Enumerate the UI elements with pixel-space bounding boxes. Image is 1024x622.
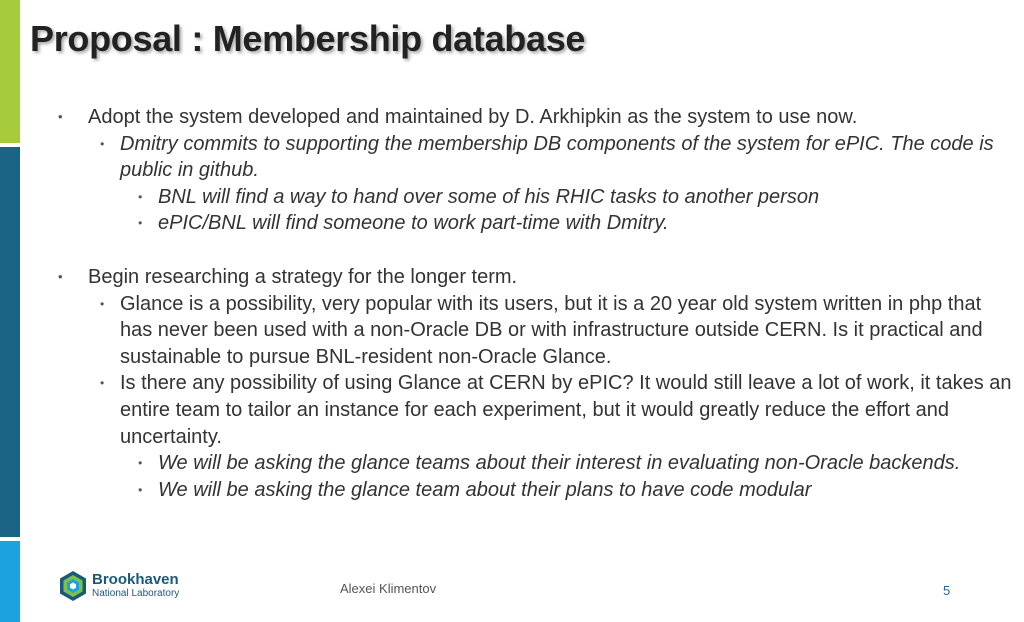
bullet-marker: • [138, 482, 143, 497]
sidebar-decoration [0, 0, 20, 622]
bullet-marker: • [100, 296, 105, 311]
bullet-text: We will be asking the glance team about their plans to have code modular [158, 478, 812, 501]
subsubbullet-non-oracle-backends [138, 450, 1018, 477]
brookhaven-hexagon-icon [58, 570, 88, 602]
bullet-marker: • [58, 109, 63, 124]
bullet-text: Begin researching a strategy for the longer term. [88, 265, 518, 288]
bullet-text: Is there any possibility of using Glance at CERN by ePIC? It would still leave a lot of work, it takes an entire team to tailor an instance for each experiment, but it would greatly reduce the effort and uncertainty. [120, 372, 1012, 448]
sidebar-dark-blue-bar [0, 147, 20, 537]
bullet-marker: • [100, 136, 105, 151]
sidebar-light-blue-bar [0, 541, 20, 622]
presenter-name: Alexei Klimentov [340, 581, 437, 596]
bullet-text: We will be asking the glance teams about their interest in evaluating non-Oracle backends. [158, 452, 961, 475]
bullet-text: Glance is a possibility, very popular with its users, but it is a 20 year old system written in php that has never been used with a non-Oracle DB or with infrastructure outside CERN. Is it practical and sustainable to pursue BNL-resident non-Oracle Glance. [120, 292, 983, 368]
bullet-marker: • [58, 268, 63, 284]
spacer [58, 237, 1018, 264]
bullet-marker: • [138, 456, 143, 471]
bullet-text: ePIC/BNL will find someone to work part-time with Dmitry. [158, 212, 669, 235]
logo-name: Brookhaven [92, 571, 179, 588]
bullet-text: Dmitry commits to supporting the membership DB components of the system for ePIC. The code is public in github. [120, 132, 994, 182]
bullet-longer-term [58, 264, 1018, 291]
subsubbullet-part-time [138, 210, 1018, 237]
page-number: 5 [943, 583, 951, 598]
subsubbullet-bnl-handover [138, 184, 1018, 211]
brookhaven-logo [58, 570, 179, 602]
sidebar-green-bar [0, 0, 20, 143]
bullet-text: BNL will find a way to hand over some of his RHIC tasks to another person [158, 185, 820, 208]
bullet-text: Adopt the system developed and maintained by D. Arkhipkin as the system to use now. [88, 106, 858, 128]
subbullet-glance-at-cern [100, 370, 1018, 450]
subbullet-dmitry-commits [100, 131, 1018, 184]
bullet-marker: • [138, 189, 143, 204]
slide-content [58, 104, 1018, 503]
bullet-marker: • [138, 216, 143, 231]
subsubbullet-code-modular [138, 477, 1018, 504]
slide-title: Proposal : Membership database [30, 18, 586, 59]
subbullet-glance-possibility [100, 291, 1018, 371]
logo-subtitle: National Laboratory [92, 588, 180, 599]
bullet-marker: • [100, 376, 105, 391]
bullet-adopt-system [58, 104, 1018, 131]
